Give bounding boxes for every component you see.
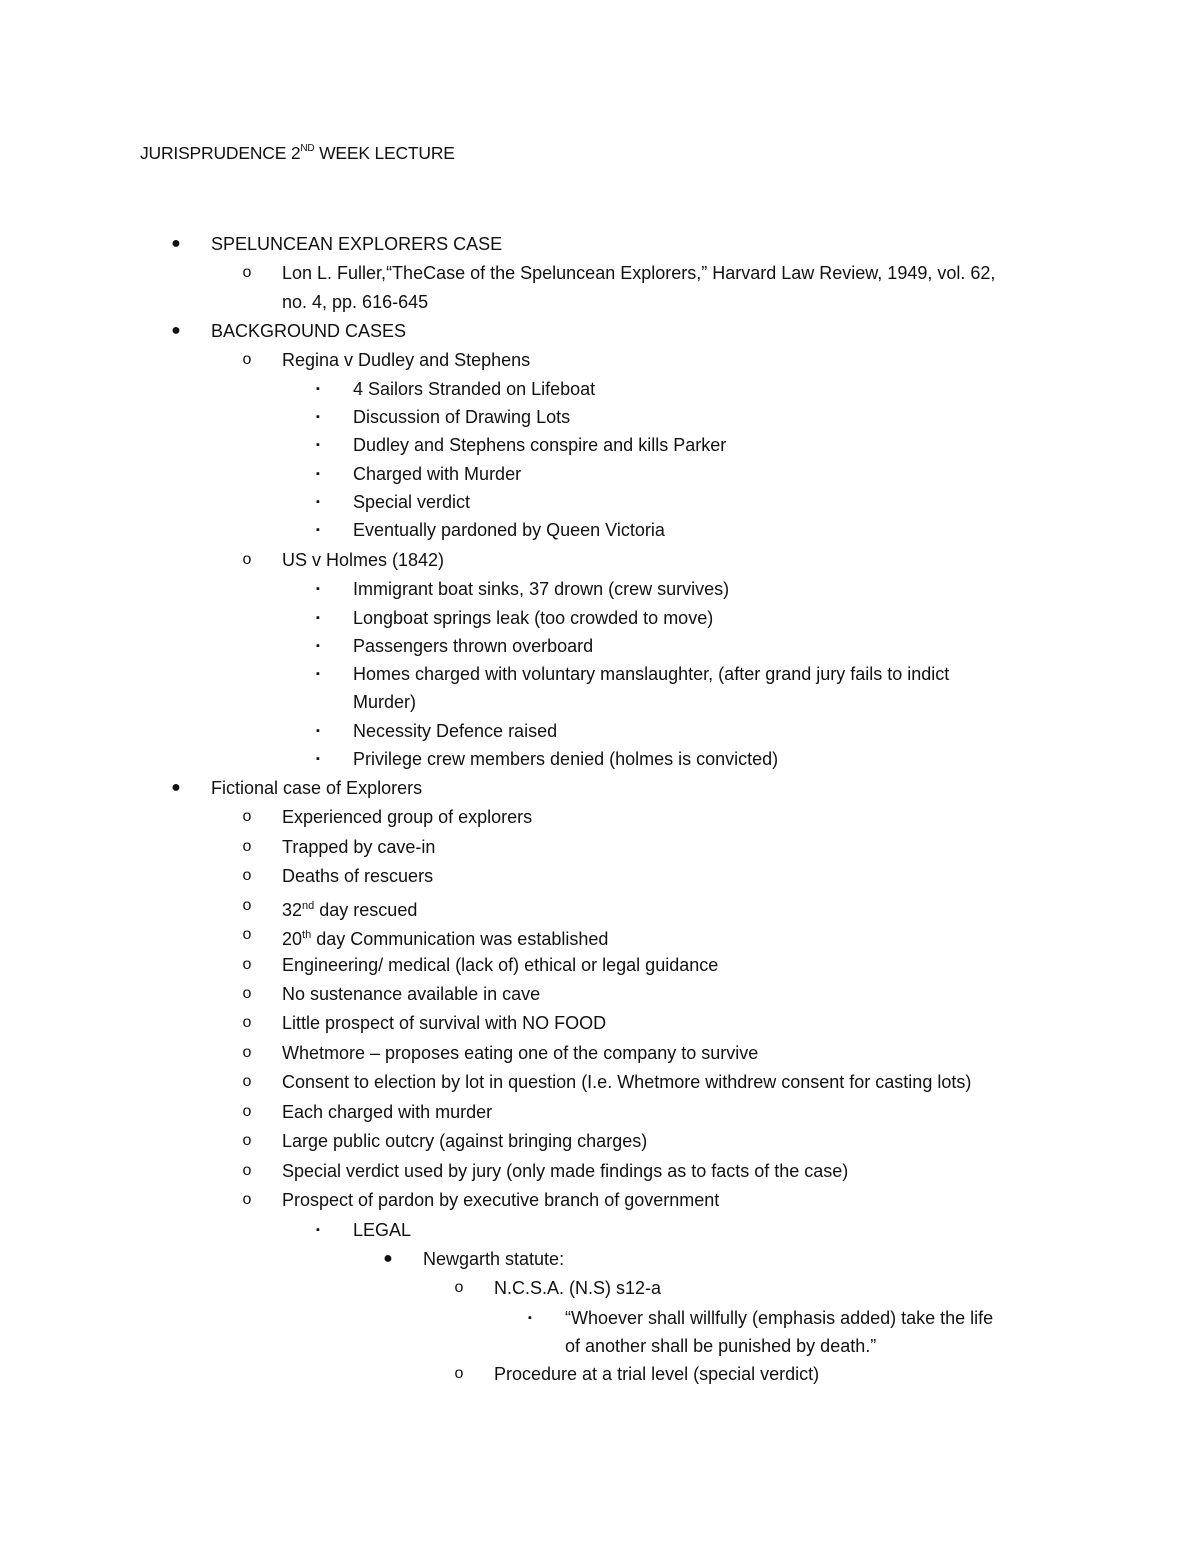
list-item bbox=[282, 1188, 719, 1212]
bullet-circle-icon: o bbox=[242, 926, 252, 943]
list-item-text: Little prospect of survival with NO FOOD bbox=[282, 1013, 607, 1033]
list-item-text: Trapped by cave-in bbox=[282, 837, 436, 857]
list-item bbox=[423, 1247, 564, 1271]
list-item bbox=[211, 319, 406, 343]
bullet-circle-icon: o bbox=[242, 897, 252, 914]
list-item bbox=[353, 747, 778, 771]
list-item bbox=[282, 261, 995, 285]
bullet-circle-icon: o bbox=[242, 551, 252, 568]
title-text-rest: WEEK LECTURE bbox=[314, 143, 455, 163]
ordinal-superscript: th bbox=[302, 929, 312, 941]
list-item-text: Dudley and Stephens conspire and kills Parker bbox=[353, 435, 727, 455]
list-item bbox=[353, 405, 570, 429]
list-item-text: Longboat springs leak (too crowded to move) bbox=[353, 608, 714, 628]
list-item-text: Eventually pardoned by Queen Victoria bbox=[353, 520, 665, 540]
list-item-continuation bbox=[353, 690, 416, 714]
list-item-text: LEGAL bbox=[353, 1220, 412, 1240]
list-item-text: N.C.S.A. (N.S) s12-a bbox=[494, 1278, 662, 1298]
list-item bbox=[353, 606, 713, 630]
list-item-text: no. 4, pp. 616-645 bbox=[282, 292, 429, 312]
bullet-square-icon: ▪ bbox=[316, 468, 320, 480]
list-item-continuation bbox=[565, 1334, 876, 1358]
list-item-text: Consent to election by lot in question (I.e. Whetmore withdrew consent for casting lots) bbox=[282, 1072, 972, 1092]
bullet-disc-icon: ● bbox=[383, 1250, 393, 1267]
list-item-continuation bbox=[282, 290, 428, 314]
bullet-square-icon: ▪ bbox=[316, 439, 320, 451]
bullet-disc-icon: ● bbox=[171, 235, 181, 252]
list-item bbox=[282, 1011, 606, 1035]
list-item-text: 32 bbox=[282, 900, 303, 920]
bullet-circle-icon: o bbox=[454, 1365, 464, 1382]
ordinal-superscript: nd bbox=[302, 900, 315, 912]
bullet-circle-icon: o bbox=[242, 867, 252, 884]
bullet-circle-icon: o bbox=[242, 1132, 252, 1149]
list-item-text: of another shall be punished by death.” bbox=[565, 1336, 877, 1356]
bullet-circle-icon: o bbox=[242, 351, 252, 368]
list-item bbox=[282, 1159, 848, 1183]
list-item-text: Engineering/ medical (lack of) ethical or legal guidance bbox=[282, 955, 719, 975]
title-superscript: ND bbox=[300, 143, 315, 155]
bullet-circle-icon: o bbox=[242, 808, 252, 825]
bullet-circle-icon: o bbox=[242, 1103, 252, 1120]
bullet-square-icon: ▪ bbox=[528, 1312, 532, 1324]
list-item-text: Newgarth statute: bbox=[423, 1249, 565, 1269]
list-item-text: Whetmore – proposes eating one of the company to survive bbox=[282, 1043, 759, 1063]
list-item-text-rest: day rescued bbox=[314, 900, 418, 920]
list-item bbox=[282, 1041, 758, 1065]
bullet-square-icon: ▪ bbox=[316, 1224, 320, 1236]
list-item bbox=[353, 462, 521, 486]
list-item-text: Experienced group of explorers bbox=[282, 807, 533, 827]
list-item-text: BACKGROUND CASES bbox=[211, 321, 407, 341]
list-item bbox=[353, 1218, 411, 1242]
bullet-circle-icon: o bbox=[242, 1073, 252, 1090]
bullet-square-icon: ▪ bbox=[316, 583, 320, 595]
bullet-circle-icon: o bbox=[242, 1191, 252, 1208]
list-item-text: 20 bbox=[282, 929, 303, 949]
bullet-square-icon: ▪ bbox=[316, 411, 320, 423]
bullet-square-icon: ▪ bbox=[316, 668, 320, 680]
list-item-text: Passengers thrown overboard bbox=[353, 636, 594, 656]
list-item bbox=[282, 953, 718, 977]
bullet-circle-icon: o bbox=[242, 985, 252, 1002]
list-item bbox=[494, 1276, 661, 1300]
bullet-square-icon: ▪ bbox=[316, 496, 320, 508]
bullet-circle-icon: o bbox=[242, 838, 252, 855]
list-item-text: Charged with Murder bbox=[353, 464, 522, 484]
list-item bbox=[353, 719, 557, 743]
bullet-disc-icon: ● bbox=[171, 322, 181, 339]
list-item-text: Murder) bbox=[353, 692, 417, 712]
bullet-disc-icon: ● bbox=[171, 779, 181, 796]
bullet-circle-icon: o bbox=[242, 1162, 252, 1179]
list-item bbox=[211, 776, 422, 800]
list-item bbox=[353, 518, 665, 542]
bullet-square-icon: ▪ bbox=[316, 753, 320, 765]
list-item bbox=[565, 1306, 993, 1330]
bullet-square-icon: ▪ bbox=[316, 640, 320, 652]
list-item-text: Regina v Dudley and Stephens bbox=[282, 350, 531, 370]
bullet-square-icon: ▪ bbox=[316, 524, 320, 536]
list-item bbox=[353, 577, 729, 601]
list-item bbox=[282, 864, 433, 888]
page-title bbox=[140, 143, 455, 164]
list-item-text: Each charged with murder bbox=[282, 1102, 493, 1122]
bullet-circle-icon: o bbox=[242, 264, 252, 281]
list-item-text: Special verdict used by jury (only made findings as to facts of the case) bbox=[282, 1161, 849, 1181]
list-item-text: SPELUNCEAN EXPLORERS CASE bbox=[211, 234, 503, 254]
list-item bbox=[282, 982, 540, 1006]
list-item-text: Special verdict bbox=[353, 492, 471, 512]
bullet-square-icon: ▪ bbox=[316, 725, 320, 737]
list-item bbox=[353, 662, 949, 686]
bullet-square-icon: ▪ bbox=[316, 612, 320, 624]
list-item bbox=[282, 805, 532, 829]
list-item-text: “Whoever shall willfully (emphasis added) take the life bbox=[565, 1308, 994, 1328]
list-item bbox=[211, 232, 502, 256]
list-item-text: Lon L. Fuller,“TheCase of the Speluncean Explorers,” Harvard Law Review, 1949, vol. 62, bbox=[282, 263, 996, 283]
list-item-text: Immigrant boat sinks, 37 drown (crew survives) bbox=[353, 579, 730, 599]
list-item-text: Fictional case of Explorers bbox=[211, 778, 423, 798]
list-item-text: Discussion of Drawing Lots bbox=[353, 407, 571, 427]
list-item bbox=[282, 1100, 492, 1124]
list-item-text: 4 Sailors Stranded on Lifeboat bbox=[353, 379, 596, 399]
list-item bbox=[282, 548, 444, 572]
list-item bbox=[353, 490, 470, 514]
bullet-circle-icon: o bbox=[454, 1279, 464, 1296]
list-item bbox=[282, 1129, 647, 1153]
list-item-text: Deaths of rescuers bbox=[282, 866, 434, 886]
list-item-text: Large public outcry (against bringing charges) bbox=[282, 1131, 648, 1151]
list-item-text: Prospect of pardon by executive branch of government bbox=[282, 1190, 720, 1210]
list-item-text: No sustenance available in cave bbox=[282, 984, 541, 1004]
list-item bbox=[282, 894, 417, 922]
list-item bbox=[282, 1070, 971, 1094]
list-item bbox=[282, 835, 435, 859]
list-item-text: US v Holmes (1842) bbox=[282, 550, 445, 570]
list-item bbox=[353, 377, 595, 401]
list-item-text: Homes charged with voluntary manslaughter, (after grand jury fails to indict bbox=[353, 664, 950, 684]
list-item bbox=[353, 433, 726, 457]
bullet-circle-icon: o bbox=[242, 1044, 252, 1061]
list-item bbox=[494, 1362, 819, 1386]
bullet-circle-icon: o bbox=[242, 1014, 252, 1031]
list-item-text: Procedure at a trial level (special verdict) bbox=[494, 1364, 820, 1384]
list-item-text-rest: day Communication was established bbox=[311, 929, 609, 949]
list-item bbox=[353, 634, 593, 658]
list-item bbox=[282, 348, 530, 372]
list-item-text: Privilege crew members denied (holmes is convicted) bbox=[353, 749, 779, 769]
list-item-text: Necessity Defence raised bbox=[353, 721, 558, 741]
bullet-circle-icon: o bbox=[242, 956, 252, 973]
title-text: JURISPRUDENCE 2 bbox=[140, 143, 301, 163]
bullet-square-icon: ▪ bbox=[316, 383, 320, 395]
list-item bbox=[282, 923, 608, 951]
